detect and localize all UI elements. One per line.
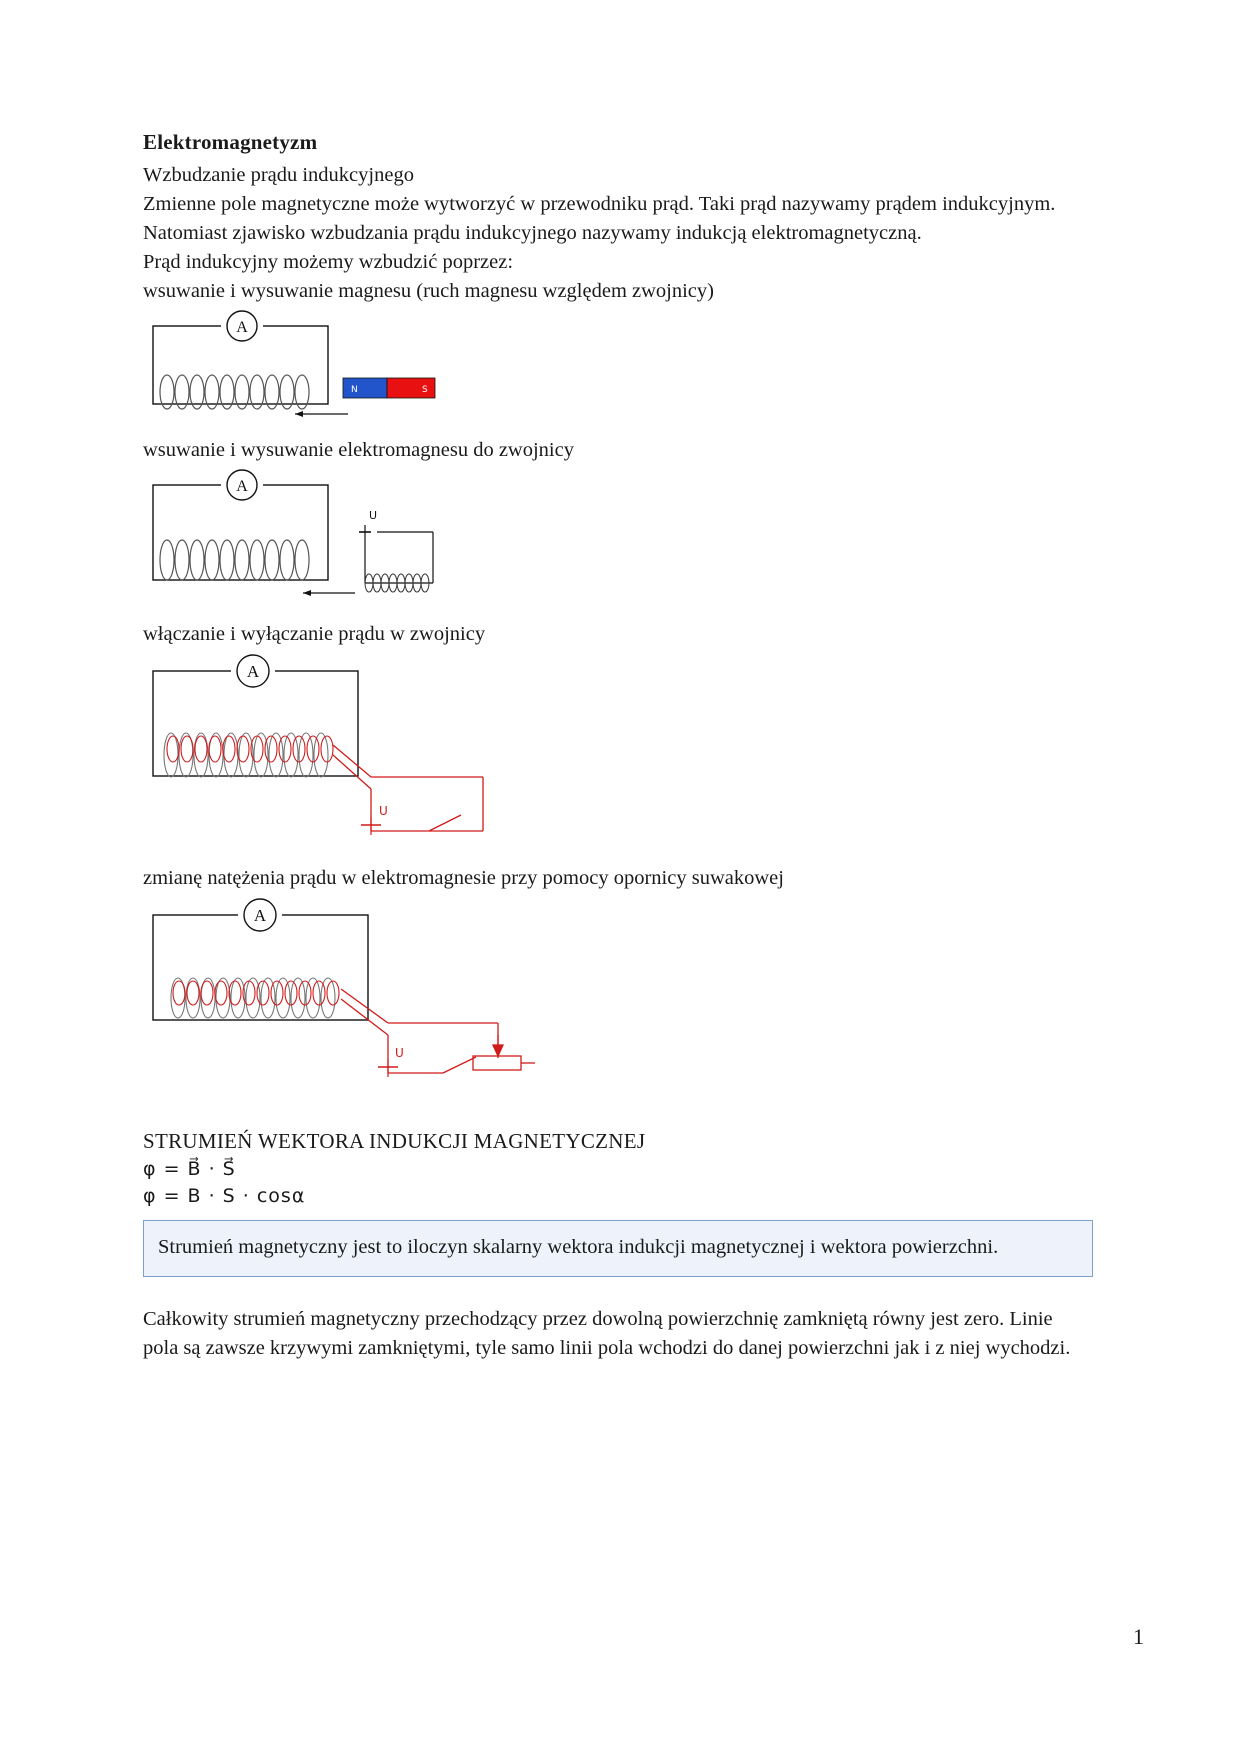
spacer [143,1277,1093,1305]
figure-1-caption: wsuwanie i wysuwanie magnesu (ruch magnesu względem zwojnicy) [143,280,714,302]
figure-1-ammeter-label: A [236,319,248,336]
magnet-north-label: N [351,385,358,395]
figure-4-svg [143,893,663,1108]
section-heading: STRUMIEŃ WEKTORA INDUKCJI MAGNETYCZNEJ [143,1129,646,1153]
formula-vector-form: φ = B⃗ · S⃗ [143,1158,236,1180]
page-title: Elektromagnetyzm [143,130,318,154]
magnet-north-pole [343,378,387,398]
figure-3-switch-circuit [143,649,1093,864]
intro-line-2: Prąd indukcyjny możemy wzbudzić poprzez: [143,251,514,273]
figure-3-svg [143,649,643,864]
page-number: 1 [1133,1624,1144,1649]
figure-2-voltage-label: U [369,509,378,522]
figure-2-svg [143,465,603,620]
figure-2-electromagnet-coil [143,465,1093,620]
figure-3-voltage-label: U [379,804,388,818]
figure-4-voltage-label: U [395,1046,404,1060]
figure-2-caption: wsuwanie i wysuwanie elektromagnesu do zwojnicy [143,439,574,461]
magnet-south-pole [387,378,435,398]
intro-body: Zmienne pole magnetyczne może wytworzyć w przewodniku prąd. Taki prąd nazywamy prądem indukcyjnym. Natomiast zjawisko wzbudzania prądu indukcyjnego nazywamy indukcją elektromagnetyczną. [143,193,1056,244]
formula-scalar-form: φ = B · S · cosα [143,1185,306,1207]
definition-callout: Strumień magnetyczny jest to iloczyn skalarny wektora indukcji magnetycznej i wektora powierzchni. [143,1220,1093,1277]
figure-2-ammeter-label: A [236,478,248,495]
figure-4-rheostat-circuit [143,893,1093,1108]
figure-1-svg [143,306,603,436]
magnet-south-label: S [422,385,428,395]
figure-4-caption: zmianę natężenia prądu w elektromagnesie przy pomocy opornicy suwakowej [143,867,784,889]
figure-4-ammeter-label: A [253,906,267,925]
intro-line-1: Wzbudzanie prądu indukcyjnego [143,164,414,186]
document-content [143,130,1093,1363]
figure-3-caption: włączanie i wyłączanie prądu w zwojnicy [143,623,486,645]
figure-3-ammeter-label: A [246,662,260,681]
spacer [143,1210,1093,1220]
figure-1-magnet-coil [143,306,1093,436]
closing-paragraph: Całkowity strumień magnetyczny przechodzący przez dowolną powierzchnię zamkniętą równy jest zero. Linie pola są zawsze krzywymi zamkniętymi, tyle samo linii pola wchodzi do danej powierzchni jak i z niej wychodzi. [143,1308,1071,1359]
spacer [143,1108,1093,1126]
